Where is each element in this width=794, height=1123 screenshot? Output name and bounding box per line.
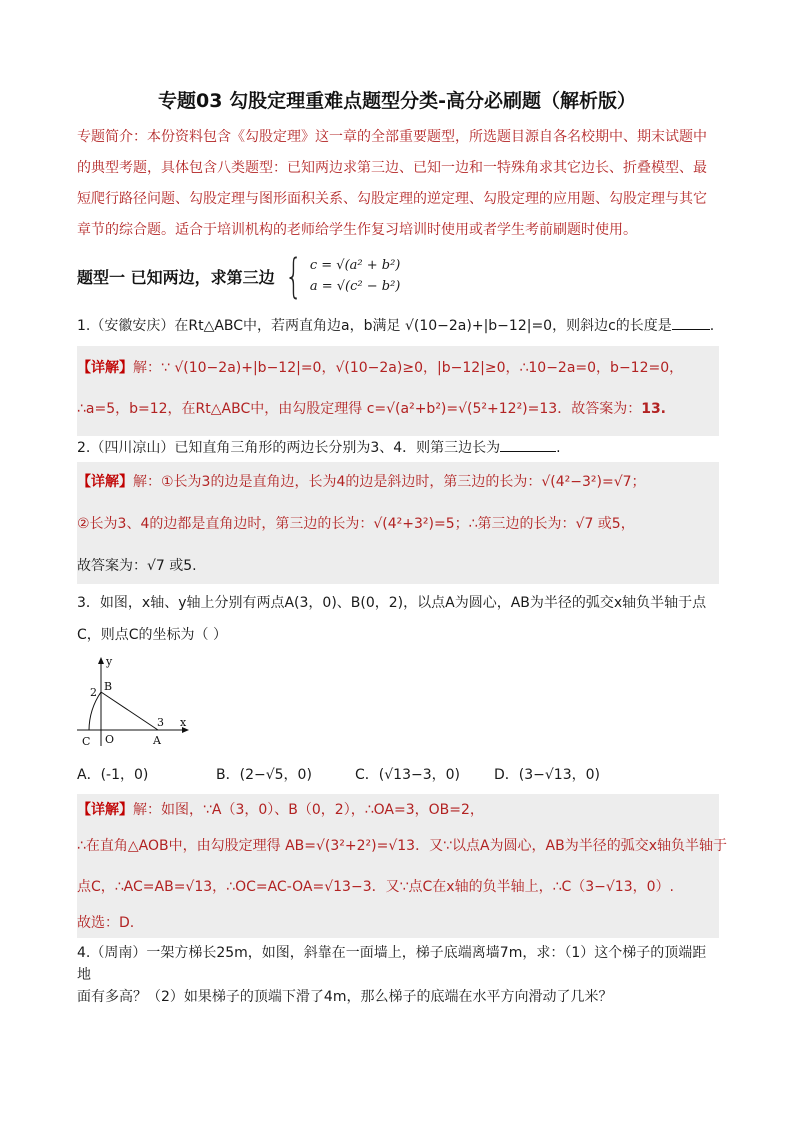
question-4-stem xyxy=(77,942,719,1008)
choice-c[interactable]: C．(√13−3，0) xyxy=(355,767,460,783)
q3-sol-text-2: ∴在直角△AOB中，由勾股定理得 AB=√(3²+2²)=√13．又∵以点A为圆心，AB为半径的弧交x轴负半轴于 xyxy=(77,838,728,854)
q3-choices xyxy=(77,764,719,784)
detail-tag: 【详解】 xyxy=(77,360,133,376)
q2-solution-line-3 xyxy=(77,556,719,576)
q3-sol-text-3: 点C，∴AC=AB=√13，∴OC=AC-OA=√13−3．又∵点C在x轴的负半轴上，∴C（3−√13，0）. xyxy=(77,879,674,895)
section-label: 题型一 已知两边，求第三边 xyxy=(77,267,275,287)
q1-text: 1.（安徽安庆）在Rt△ABC中，若两直角边a，b满足 √(10−2a)+|b−12|=0，则斜边c的长度是 xyxy=(77,318,672,334)
q3-sol-text-1: 解：如图，∵A（3，0）、B（0，2），∴OA=3，OB=2， xyxy=(133,802,484,818)
coordinate-figure xyxy=(77,654,197,750)
intro-paragraph: 专题简介：本份资料包含《勾股定理》这一章的全部重要题型，所选题目源自各名校期中、期末试题中的典型考题，具体包含八类题型：已知两边求第三边、已知一边和一特殊角求其它边长、折叠模型、最短爬行路径问题、勾股定理与图形面积关系、勾股定理的逆定理、勾股定理的应用题、勾股定理与其它章节的综合题。适合于培训机构的老师给学生作复习培训时使用或者学生考前刷题时使用。 xyxy=(77,129,707,238)
origin-label: O xyxy=(105,733,115,746)
choice-d[interactable]: D．(3−√13，0) xyxy=(494,767,600,783)
q2-text: 2.（四川凉山）已知直角三角形的两边长分别为3、4．则第三边长为 xyxy=(77,440,501,456)
question-2-stem xyxy=(77,437,719,459)
q1-sol-text-2: ∴a=5，b=12，在Rt△ABC中，由勾股定理得 c=√(a²+b²)=√(5²+12²)=13．故答案为： xyxy=(77,401,642,417)
q2-sol-text-2: ②长为3、4的边都是直角边时，第三边的长为：√(4²+3²)=5；∴第三边的长为：√7 或5， xyxy=(77,516,635,532)
page-title: 专题03 勾股定理重难点题型分类-高分必刷题（解析版） xyxy=(158,90,636,112)
x-label: x xyxy=(180,716,187,729)
detail-tag: 【详解】 xyxy=(77,802,133,818)
q3-solution-line-4 xyxy=(77,913,719,933)
choice-b[interactable]: B．(2−√5，0) xyxy=(216,767,312,783)
answer-blank xyxy=(672,315,710,330)
q3-solution-line-2 xyxy=(77,836,728,856)
question-1-stem xyxy=(77,315,719,337)
formula-a: a = √(c² − b²) xyxy=(309,279,401,294)
segment-ab xyxy=(101,692,158,730)
q3-sol-text-4: 故选：D. xyxy=(77,915,135,931)
tick-2-label: 2 xyxy=(90,686,97,699)
q1-solution-line-1 xyxy=(77,358,719,378)
q4-text-2: 面有多高？（2）如果梯子的顶端下滑了4m，那么梯子的底端在水平方向滑动了几米？ xyxy=(77,989,613,1005)
point-a-label: A xyxy=(153,734,161,747)
detail-tag: 【详解】 xyxy=(77,474,133,490)
q1-sol-text-1: 解：∵ √(10−2a)+|b−12|=0，√(10−2a)≥0，|b−12|≥0，∴10−2a=0，b−12=0， xyxy=(133,360,684,376)
answer-blank xyxy=(500,437,556,452)
tick-3-label: 3 xyxy=(157,716,164,729)
q1-answer: 13. xyxy=(641,401,667,417)
formula-group xyxy=(310,258,401,294)
section-heading xyxy=(77,250,400,302)
q2-sol-text-1: 解：①长为3的边是直角边，长为4的边是斜边时，第三边的长为：√(4²−3²)=√7； xyxy=(133,474,646,490)
q3-solution-line-1 xyxy=(77,800,719,820)
q4-text-1: 4.（周南）一架方梯长25m，如图，斜靠在一面墙上，梯子底端离墙7m，求：（1）这个梯子的顶端距地 xyxy=(77,945,707,983)
point-c-label: C xyxy=(82,735,91,748)
formula-c: c = √(a² + b²) xyxy=(309,258,401,273)
q2-solution-line-2 xyxy=(77,514,719,534)
q3-solution-line-3 xyxy=(77,877,719,897)
y-label: y xyxy=(106,655,113,668)
choice-a[interactable]: A．(-1，0) xyxy=(77,767,149,783)
q1-solution-line-2 xyxy=(77,399,719,419)
brace-symbol: { xyxy=(284,249,303,303)
question-3-stem xyxy=(77,592,719,646)
q3-text-2: C，则点C的坐标为（ ） xyxy=(77,627,228,643)
y-axis-arrow xyxy=(98,657,104,664)
q2-sol-text-3: 故答案为：√7 或5. xyxy=(77,558,197,574)
q2-tail: . xyxy=(556,440,561,456)
point-b-label: B xyxy=(104,680,113,693)
q2-solution-line-1 xyxy=(77,472,719,492)
q3-text-1: 3．如图，x轴、y轴上分别有两点A(3，0)、B(0，2)，以点A为圆心，AB为半径的弧交x轴负半轴于点 xyxy=(77,595,707,611)
q1-tail: . xyxy=(709,318,715,334)
